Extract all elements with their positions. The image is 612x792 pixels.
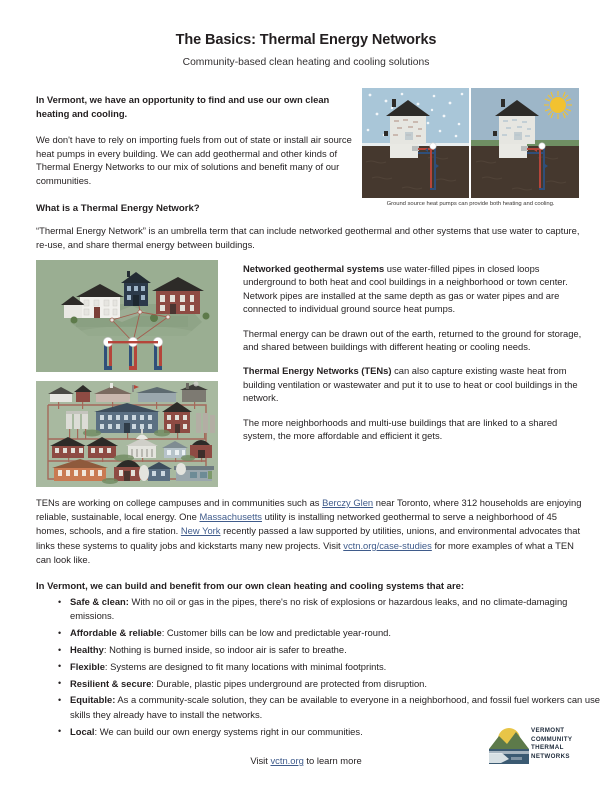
list-item bbox=[58, 595, 603, 624]
umbrella-definition-text: “Thermal Energy Network” is an umbrella term that can include networked geothermal and other systems that use water to capture, re-use, and share thermal energy between buildings. bbox=[36, 225, 580, 250]
explainer-bold-1: Networked geothermal systems bbox=[243, 263, 385, 274]
benefit-text: : We can build our own energy systems right in our communities. bbox=[94, 725, 363, 737]
case-studies-paragraph bbox=[36, 496, 584, 567]
explainer-paragraph-2 bbox=[243, 327, 583, 354]
explainer-bold-3: Thermal Energy Networks (TENs) bbox=[243, 365, 392, 377]
list-item bbox=[58, 660, 603, 674]
benefit-text: With no oil or gas in the pipes, there's no risk of explosions or hazardous leaks, and no climate-damaging emissions. bbox=[70, 596, 568, 622]
illustration-caption: Ground source heat pumps can provide both heating and cooling. bbox=[386, 201, 555, 207]
cases-seg-4: recently passed a law supported by utilities, unions, and environmental advocates that links these systems to quality jobs and kickstarts many new projects. Visit bbox=[36, 525, 581, 551]
explainer-rest-2: Thermal energy can be drawn out of the earth, returned to the ground for storage, and shared between buildings with different heating or cooling needs. bbox=[243, 327, 582, 353]
footer-visit-line bbox=[0, 752, 612, 766]
list-item bbox=[58, 677, 603, 691]
benefit-text: As a community-scale solution, they can be available to everyone in a neighborhood, and fossil fuel workers can use skills they already have to install the networks. bbox=[70, 694, 600, 720]
explainer-paragraph-3 bbox=[243, 364, 583, 404]
heat-pump-seasons-svg bbox=[362, 88, 579, 198]
benefit-label: Safe & clean: bbox=[70, 596, 129, 607]
benefit-text: : Customer bills can be low and predictable year-round. bbox=[161, 627, 391, 639]
link-berczy-glen[interactable]: Berczy Glen bbox=[322, 497, 374, 508]
list-item bbox=[58, 643, 603, 657]
section-heading-what-is-ten: What is a Thermal Energy Network? bbox=[36, 203, 200, 214]
link-new-york[interactable]: New York bbox=[180, 525, 221, 537]
benefits-list bbox=[36, 595, 603, 741]
list-item bbox=[58, 693, 603, 722]
benefit-text: : Nothing is burned inside, so indoor air is safer to breathe. bbox=[103, 644, 347, 655]
benefit-label: Flexible bbox=[70, 660, 105, 672]
sun-icon bbox=[544, 91, 572, 119]
explainer-paragraph-4 bbox=[243, 416, 583, 443]
link-massachusetts[interactable]: Massachusetts bbox=[199, 511, 262, 523]
link-case-studies[interactable]: vctn.org/case-studies bbox=[343, 539, 432, 551]
list-item bbox=[58, 626, 603, 640]
explainer-rest-4: The more neighborhoods and multi-use buildings that are linked to a shared system, the more affordable and efficient it gets. bbox=[243, 416, 558, 442]
benefit-text: : Systems are designed to fit many locations with minimal footprints. bbox=[104, 660, 387, 672]
benefits-heading: In Vermont, we can build and benefit from our own clean heating and cooling systems that are: bbox=[36, 581, 465, 592]
benefit-label: Healthy bbox=[70, 644, 104, 655]
benefit-text: : Durable, plastic pipes underground are protected from disruption. bbox=[151, 677, 427, 689]
logo-line-1: VERMONT bbox=[531, 727, 565, 734]
explainer-rest-1: use water-filled pipes in closed loops underground to both heat and cool buildings in a neighborhood or town center. Network pipes are installed at the same depth as gas or water pipes and are connected to individual ground source heat pumps. bbox=[243, 263, 568, 315]
benefit-label: Local bbox=[70, 725, 95, 737]
cases-seg-3: utility is installing networked geothermal to serve a neighborhood of 45 homes, schools, and a fire station. bbox=[36, 511, 557, 537]
neighborhood-geothermal-illustration bbox=[36, 260, 218, 372]
explainer-column bbox=[243, 262, 583, 442]
neighborhood-svg bbox=[36, 260, 218, 372]
intro-body-text: We don't have to rely on importing fuels from out of state or install air source heat pumps in every building. We can add geothermal and other kinds of Thermal Energy Networks to our mix of solutions and benefit many of our communities. bbox=[36, 134, 352, 186]
logo-line-4: NETWORKS bbox=[531, 752, 570, 760]
page-subtitle: Community-based clean heating and cooling solutions bbox=[182, 57, 430, 68]
logo-line-3: THERMAL bbox=[531, 744, 564, 752]
cases-seg-1: TENs are working on college campuses and in communities such as bbox=[36, 497, 323, 508]
cases-seg-2: near Toronto, where 312 households are enjoying reliable, sustainable, local energy. One bbox=[36, 497, 582, 523]
explainer-rest-3: can also capture existing waste heat from building ventilation or wastewater and put it to use to heat or cool buildings in the network. bbox=[243, 365, 578, 404]
page-title: The Basics: Thermal Energy Networks bbox=[175, 32, 437, 48]
logo-line-2: COMMUNITY bbox=[531, 735, 573, 743]
benefit-label: Resilient & secure bbox=[70, 677, 152, 689]
intro-lead-text: In Vermont, we have an opportunity to find and use our own clean heating and cooling. bbox=[36, 94, 330, 119]
link-vctn-org[interactable]: vctn.org bbox=[270, 755, 304, 766]
footer-visit-post: to learn more bbox=[303, 755, 362, 766]
benefit-label: Equitable: bbox=[70, 694, 116, 706]
town-network-illustration bbox=[36, 381, 218, 487]
cases-seg-5: for more examples of what a TEN can look like. bbox=[36, 539, 574, 565]
benefit-label: Affordable & reliable bbox=[70, 627, 162, 639]
heat-pump-seasons-illustration bbox=[362, 88, 579, 198]
town-network-svg bbox=[36, 381, 218, 487]
explainer-paragraph-1 bbox=[243, 262, 583, 316]
footer-visit-pre: Visit bbox=[250, 755, 271, 766]
